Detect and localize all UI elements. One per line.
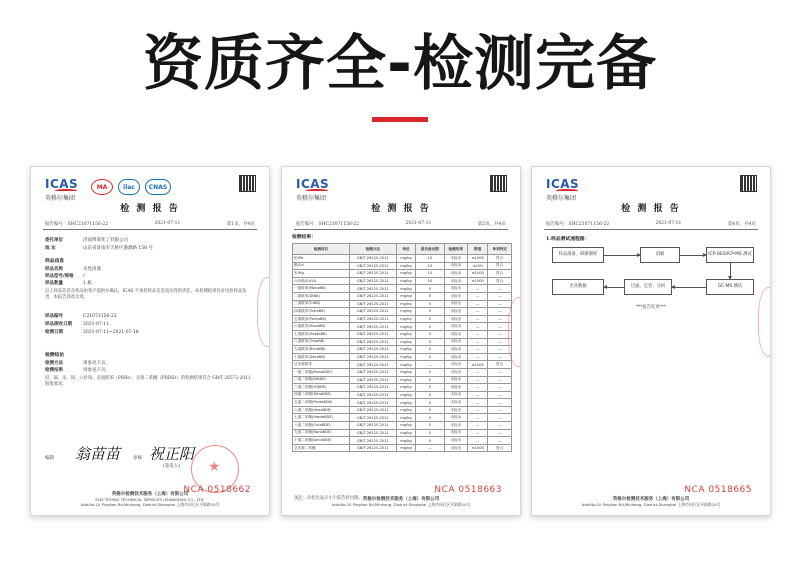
serial-number: NCA 0518662: [183, 485, 251, 495]
divider: [43, 229, 257, 230]
flow-arrow: [604, 287, 624, 288]
table-row: [293, 346, 512, 354]
reviewer-label: 审核: [133, 456, 142, 461]
table-cell: GB/T 26125-2011: [349, 300, 396, 308]
table-header-cell: 单项判定: [488, 244, 512, 255]
table-cell: 5: [416, 300, 444, 308]
table-cell: 六溴二苯醚(HexaBDE): [293, 406, 350, 414]
sample-section-title: 样品信息: [45, 258, 65, 264]
headline-accent-bar: [372, 117, 428, 122]
table-cell: 未检出: [444, 368, 467, 376]
table-cell: ≤100: [467, 262, 488, 270]
flow-step-gcms: GC-MS 测试: [706, 279, 754, 295]
table-cell: 5: [416, 399, 444, 407]
table-cell: —: [488, 285, 512, 293]
table-cell: mg/kg: [396, 368, 415, 376]
table-cell: —: [488, 429, 512, 437]
table-cell: mg/kg: [396, 414, 415, 422]
table-cell: —: [488, 338, 512, 346]
table-row: [293, 308, 512, 316]
test-period-field: 检测日期 2021-07-11~2021-07-18: [45, 330, 139, 335]
table-cell: 未检出: [444, 292, 467, 300]
table-cell: ≤1000: [467, 255, 488, 263]
table-cell: 5: [416, 391, 444, 399]
table-cell: 铅/Pb: [293, 255, 350, 263]
table-cell: —: [488, 346, 512, 354]
seam-seal-icon: [257, 277, 270, 347]
table-cell: 未检出: [444, 361, 467, 369]
table-cell: 未检出: [444, 414, 467, 422]
table-cell: —: [467, 330, 488, 338]
table-cell: mg/kg: [396, 361, 415, 369]
table-row: [293, 315, 512, 323]
address-field: 地 址 山东省济南市天桥区港源路 158 号: [45, 246, 153, 251]
table-cell: GB/T 26125-2011: [349, 292, 396, 300]
table-cell: ≤1000: [467, 444, 488, 452]
table-cell: —: [488, 315, 512, 323]
table-cell: —: [488, 414, 512, 422]
table-row: [293, 255, 512, 263]
table-header-cell: 限值: [467, 244, 488, 255]
table-row: [293, 300, 512, 308]
table-cell: 5: [416, 353, 444, 361]
table-cell: —: [488, 384, 512, 392]
doc-footer: 英格尔检测技术服务（上海）有限公司 Add:No.10 Pinglian Rd,Minhang, District,Shanghai 上海市闵行区平联路10号: [581, 497, 721, 507]
table-cell: GB/T 26125-2011: [349, 255, 396, 263]
table-header-cell: 单位: [396, 244, 415, 255]
table-cell: mg/kg: [396, 262, 415, 270]
table-row: [293, 429, 512, 437]
table-cell: —: [488, 330, 512, 338]
table-cell: mg/kg: [396, 308, 415, 316]
received-date-field: 样品接收日期 2021-07-11: [45, 322, 109, 327]
table-header-cell: 检测方法: [349, 244, 396, 255]
table-row: [293, 391, 512, 399]
table-cell: 5: [416, 338, 444, 346]
table-cell: —: [467, 399, 488, 407]
table-cell: 未检出: [444, 262, 467, 270]
table-cell: —: [488, 399, 512, 407]
table-cell: ≤1000: [467, 277, 488, 285]
table-row: [293, 399, 512, 407]
report-meta: 报告编号：SHC21071156-22 2021-07-11 第2页，共4页: [296, 221, 506, 227]
table-cell: 未检出: [444, 376, 467, 384]
table-cell: —: [467, 384, 488, 392]
table-cell: 未检出: [444, 399, 467, 407]
table-cell: 10: [416, 270, 444, 278]
table-cell: 10: [416, 277, 444, 285]
table-cell: mg/kg: [396, 323, 415, 331]
table-cell: 三溴二苯醚(TriBDE): [293, 384, 350, 392]
table-cell: 十溴联苯(DecaBB): [293, 353, 350, 361]
table-cell: 镉/Cd: [293, 262, 350, 270]
table-cell: 四溴联苯(TetraBB): [293, 308, 350, 316]
table-cell: 5: [416, 406, 444, 414]
table-cell: 二溴联苯(DiBB): [293, 292, 350, 300]
results-note: 备注：未检出表示小于报告检出限。: [294, 496, 363, 501]
table-cell: GB/T 26125-2011: [349, 384, 396, 392]
table-cell: GB/T 26125-2011: [349, 323, 396, 331]
table-cell: —: [488, 308, 512, 316]
table-cell: —: [488, 437, 512, 445]
table-cell: —: [467, 285, 488, 293]
qr-code-icon: [741, 176, 756, 191]
table-cell: —: [467, 391, 488, 399]
table-cell: GB/T 26125-2011: [349, 361, 396, 369]
table-cell: 八溴联苯(OctaBB): [293, 338, 350, 346]
icas-logo: ICAS 英格尔集团: [45, 177, 79, 202]
table-cell: 未检出: [444, 437, 467, 445]
method-field: 检测方法 请参见下页。: [45, 361, 110, 366]
table-cell: 5: [416, 414, 444, 422]
results-table: [292, 243, 512, 452]
table-cell: —: [467, 376, 488, 384]
table-cell: —: [488, 391, 512, 399]
table-cell: mg/kg: [396, 346, 415, 354]
table-cell: mg/kg: [396, 255, 415, 263]
table-cell: —: [488, 368, 512, 376]
table-cell: mg/kg: [396, 422, 415, 430]
seam-seal-icon: [758, 287, 771, 357]
table-cell: 未检出: [444, 285, 467, 293]
table-cell: —: [488, 406, 512, 414]
flow-arrow: [730, 263, 731, 279]
table-cell: mg/kg: [396, 315, 415, 323]
table-cell: mg/kg: [396, 353, 415, 361]
table-cell: 未检出: [444, 277, 467, 285]
table-cell: —: [467, 292, 488, 300]
table-row: [293, 414, 512, 422]
result-field: 检测结果 请参见下页。: [45, 368, 110, 373]
client-field: 委托单位 济南博莱化工有限公司: [45, 238, 128, 243]
table-cell: 二溴二苯醚(DiBDE): [293, 376, 350, 384]
table-cell: GB/T 26125-2011: [349, 376, 396, 384]
editor-label: 编制: [45, 456, 54, 461]
table-cell: 5: [416, 292, 444, 300]
table-cell: mg/kg: [396, 376, 415, 384]
qr-code-icon: [240, 176, 255, 191]
table-cell: 六价铬/Cr(VI): [293, 277, 350, 285]
report-meta: 报告编号：SHC21071156-22 2021-07-11 第1页，共4页: [45, 221, 255, 227]
reviewer-signature: 祝正阳: [149, 445, 195, 463]
table-cell: 未检出: [444, 429, 467, 437]
table-cell: 四溴二苯醚(TetraBDE): [293, 391, 350, 399]
table-cell: —: [467, 338, 488, 346]
table-cell: 5: [416, 429, 444, 437]
table-row: [293, 323, 512, 331]
table-cell: 未检出: [444, 270, 467, 278]
editor-signature: 翁苗苗: [75, 445, 121, 463]
table-cell: —: [488, 300, 512, 308]
report-page-3: [531, 166, 771, 516]
table-cell: —: [467, 308, 488, 316]
table-cell: 未检出: [444, 315, 467, 323]
flowchart-section-title: 1.样品测试流程图：: [546, 236, 590, 242]
table-cell: 符合: [488, 277, 512, 285]
table-cell: —: [467, 414, 488, 422]
sample-notice: 以上样品信息及样品由客户提供并确认，ICAS 不承担样品信息真实性的责任。本检测结果仅对送检样品负责，本报告涂改无效。: [45, 289, 247, 300]
table-cell: 未检出: [444, 384, 467, 392]
table-row: [293, 285, 512, 293]
table-cell: GB/T 26125-2011: [349, 315, 396, 323]
table-cell: —: [467, 323, 488, 331]
seam-seal-icon: [508, 297, 521, 367]
table-cell: mg/kg: [396, 384, 415, 392]
table-cell: GB/T 26125-2011: [349, 406, 396, 414]
table-row: [293, 444, 512, 452]
report-end-note: ***报告结束***: [635, 305, 667, 310]
table-cell: GB/T 26125-2011: [349, 353, 396, 361]
table-cell: ≤1000: [467, 361, 488, 369]
table-cell: GB/T 26125-2011: [349, 346, 396, 354]
table-cell: 5: [416, 437, 444, 445]
cma-mark-icon: MA: [91, 179, 113, 195]
flow-arrow: [680, 255, 706, 256]
table-cell: 5: [416, 346, 444, 354]
table-cell: —: [467, 315, 488, 323]
table-row: [293, 406, 512, 414]
doc-title: 检 测 报 告: [621, 204, 681, 214]
sample-qty-field: 样品数量 1 瓶: [45, 281, 92, 286]
table-cell: GB/T 26125-2011: [349, 399, 396, 407]
doc-footer: 英格尔检测技术服务（上海）有限公司 ELECTRONIC TECHNICAL SERVICES (SHANGHAI) CO., LTD. Add:No.10 Pinglian Rd,Minhang, District,Shanghai 上海市闵行区平联路10号: [80, 492, 220, 507]
table-cell: 未检出: [444, 308, 467, 316]
sample-no-field: 样品编号 C21071156-22: [45, 314, 117, 319]
table-cell: —: [467, 406, 488, 414]
table-cell: mg/kg: [396, 292, 415, 300]
table-cell: GB/T 26125-2011: [349, 277, 396, 285]
table-cell: —: [467, 346, 488, 354]
table-cell: —: [488, 292, 512, 300]
table-cell: —: [416, 444, 444, 452]
table-cell: 未检出: [444, 330, 467, 338]
table-cell: 总多溴二苯醚: [293, 444, 350, 452]
table-cell: GB/T 26125-2011: [349, 391, 396, 399]
table-cell: 五溴联苯(PentaBB): [293, 315, 350, 323]
icas-logo: ICAS 英格尔集团: [296, 177, 330, 202]
table-cell: 10: [416, 262, 444, 270]
table-cell: GB/T 26125-2011: [349, 330, 396, 338]
table-cell: 五溴二苯醚(PentaBDE): [293, 399, 350, 407]
table-cell: —: [467, 429, 488, 437]
table-cell: GB/T 26125-2011: [349, 285, 396, 293]
table-cell: 七溴联苯(HeptaBB): [293, 330, 350, 338]
sample-model-field: 样品型号/规格 /: [45, 274, 85, 279]
table-cell: 未检出: [444, 391, 467, 399]
table-cell: GB/T 26125-2011: [349, 437, 396, 445]
icas-logo: ICAS 英格尔集团: [546, 177, 580, 202]
table-cell: 符合: [488, 361, 512, 369]
report-page-2: [281, 166, 521, 516]
table-cell: GB/T 26125-2011: [349, 270, 396, 278]
table-cell: mg/kg: [396, 444, 415, 452]
table-cell: ≤1000: [467, 270, 488, 278]
table-cell: mg/kg: [396, 399, 415, 407]
table-row: [293, 437, 512, 445]
table-cell: —: [467, 437, 488, 445]
table-cell: —: [467, 368, 488, 376]
table-cell: 符合: [488, 444, 512, 452]
table-cell: 八溴二苯醚(OctaBDE): [293, 422, 350, 430]
table-cell: 未检出: [444, 255, 467, 263]
divider: [294, 229, 508, 230]
table-cell: 未检出: [444, 300, 467, 308]
flow-step-filter: 过滤、定容、分析: [624, 279, 672, 295]
table-row: [293, 338, 512, 346]
results-section-title: 检测结果：: [292, 234, 316, 240]
table-cell: 未检出: [444, 444, 467, 452]
table-row: [293, 353, 512, 361]
table-cell: 符合: [488, 255, 512, 263]
table-cell: mg/kg: [396, 406, 415, 414]
serial-number: NCA 0518665: [684, 485, 752, 495]
table-header-cell: 检测结果: [444, 244, 467, 255]
table-cell: 未检出: [444, 338, 467, 346]
table-row: [293, 270, 512, 278]
table-cell: mg/kg: [396, 330, 415, 338]
table-cell: —: [488, 376, 512, 384]
flow-arrow: [604, 255, 640, 256]
table-cell: 5: [416, 323, 444, 331]
table-cell: GB/T 26125-2011: [349, 422, 396, 430]
page-headline: 资质齐全-检测完备: [143, 29, 657, 99]
table-cell: 符合: [488, 262, 512, 270]
table-cell: —: [467, 353, 488, 361]
table-cell: 5: [416, 315, 444, 323]
table-cell: 未检出: [444, 323, 467, 331]
table-cell: 5: [416, 368, 444, 376]
report-meta: 报告编号：SHC21071156-22 2021-07-11 第4页，共4页: [546, 221, 756, 227]
table-cell: GB/T 26125-2011: [349, 368, 396, 376]
table-row: [293, 376, 512, 384]
table-cell: 5: [416, 376, 444, 384]
table-cell: 5: [416, 330, 444, 338]
table-cell: GB/T 26125-2011: [349, 444, 396, 452]
table-row: [293, 422, 512, 430]
sample-name-field: 样品名称 水性清漆: [45, 267, 101, 272]
table-cell: mg/kg: [396, 429, 415, 437]
table-cell: 汞/Hg: [293, 270, 350, 278]
table-row: [293, 262, 512, 270]
table-cell: 未检出: [444, 422, 467, 430]
reviewer-note: (签发人): [163, 464, 181, 469]
table-cell: 总多溴联苯: [293, 361, 350, 369]
table-cell: 九溴联苯(NonaBB): [293, 346, 350, 354]
table-cell: 三溴联苯(TriBB): [293, 300, 350, 308]
divider: [544, 229, 758, 230]
table-cell: mg/kg: [396, 277, 415, 285]
table-header-cell: 报告检出限: [416, 244, 444, 255]
qr-code-icon: [491, 176, 506, 191]
table-cell: 5: [416, 285, 444, 293]
table-row: [293, 384, 512, 392]
table-cell: GB/T 26125-2011: [349, 308, 396, 316]
table-row: [293, 330, 512, 338]
ilac-mark-icon: ilac: [118, 179, 140, 195]
cnas-mark-icon: CNAS: [145, 179, 171, 195]
doc-title: 检 测 报 告: [371, 204, 431, 214]
table-cell: 七溴二苯醚(HeptaBDE): [293, 414, 350, 422]
table-cell: GB/T 26125-2011: [349, 429, 396, 437]
table-cell: 5: [416, 308, 444, 316]
conclusion-section-title: 检测结论: [45, 352, 65, 358]
table-cell: mg/kg: [396, 270, 415, 278]
table-cell: —: [488, 353, 512, 361]
table-row: [293, 368, 512, 376]
doc-title: 检 测 报 告: [120, 204, 180, 214]
table-cell: 未检出: [444, 353, 467, 361]
table-cell: mg/kg: [396, 437, 415, 445]
flow-step-digest: 消解: [640, 247, 680, 263]
table-cell: —: [467, 422, 488, 430]
flow-step-prep: 样品准备、研磨制样: [552, 247, 604, 263]
table-cell: 九溴二苯醚(NonaBDE): [293, 429, 350, 437]
table-cell: 一溴联苯(MonoBB): [293, 285, 350, 293]
table-cell: mg/kg: [396, 285, 415, 293]
table-cell: mg/kg: [396, 338, 415, 346]
table-cell: —: [467, 300, 488, 308]
table-cell: GB/T 26125-2011: [349, 414, 396, 422]
table-cell: mg/kg: [396, 391, 415, 399]
table-row: [293, 277, 512, 285]
table-cell: 未检出: [444, 406, 467, 414]
flow-step-icp: ICP-OES/ICP-MS 测试: [706, 247, 754, 263]
table-cell: 10: [416, 255, 444, 263]
table-cell: 5: [416, 422, 444, 430]
table-cell: —: [488, 422, 512, 430]
table-cell: —: [488, 323, 512, 331]
conclusion-remark: 铅、镉、汞、铬、六价铬、多溴联苯（PBBs）、多溴二苯醚（PBDEs）的检测结果符合 GB/T 26572-2011 限值要求。: [45, 376, 251, 387]
table-cell: 十溴二苯醚(DecaBDE): [293, 437, 350, 445]
serial-number: NCA 0518663: [434, 485, 502, 495]
table-header-cell: 检测项目: [293, 244, 350, 255]
flow-step-report: 出具数据: [552, 279, 604, 295]
doc-footer: 英格尔检测技术服务（上海）有限公司 Add:No.10 Pinglian Rd,Minhang, District,Shanghai 上海市闵行区平联路10号: [331, 497, 471, 507]
table-cell: mg/kg: [396, 300, 415, 308]
table-cell: GB/T 26125-2011: [349, 338, 396, 346]
table-cell: 一溴二苯醚(MonoBDE): [293, 368, 350, 376]
report-page-1: [30, 166, 270, 516]
table-cell: 5: [416, 384, 444, 392]
table-row: [293, 292, 512, 300]
table-row: [293, 361, 512, 369]
table-cell: 未检出: [444, 346, 467, 354]
table-cell: —: [416, 361, 444, 369]
table-cell: 符合: [488, 270, 512, 278]
flow-arrow: [672, 287, 706, 288]
table-cell: GB/T 26125-2011: [349, 262, 396, 270]
table-cell: 六溴联苯(HexaBB): [293, 323, 350, 331]
